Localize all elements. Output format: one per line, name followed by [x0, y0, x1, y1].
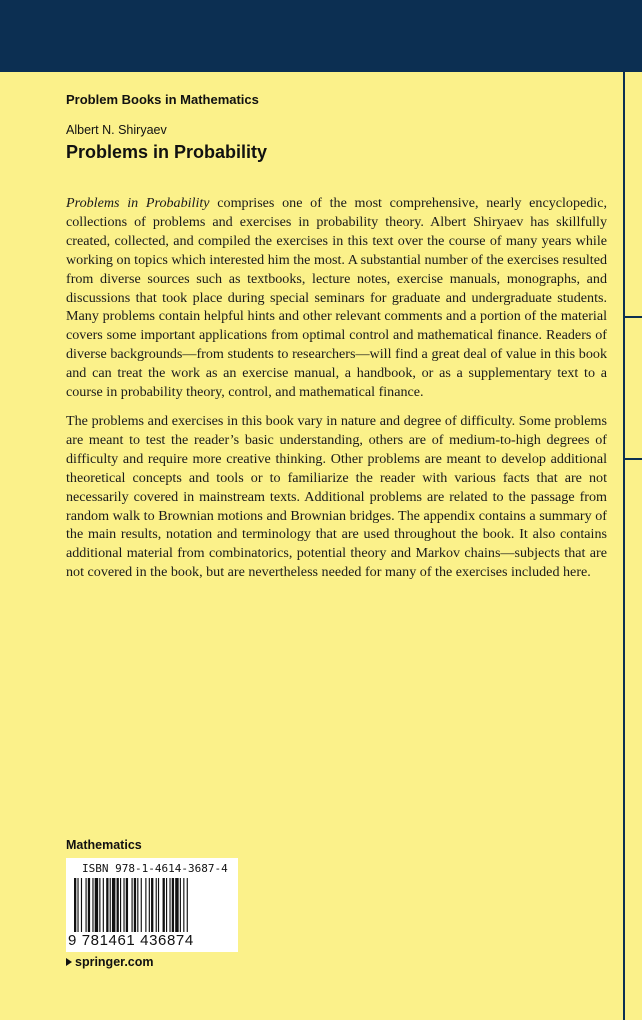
description-paragraph-1	[66, 194, 607, 402]
top-color-band	[0, 0, 642, 72]
isbn-number: ISBN 978-1-4614-3687-4	[82, 862, 228, 875]
author-name: Albert N. Shiryaev	[66, 123, 167, 137]
subject-label: Mathematics	[66, 838, 142, 852]
right-edge-rule	[623, 72, 625, 1020]
isbn-barcode	[66, 858, 238, 952]
right-edge-tick	[623, 316, 642, 318]
title-italic: Problems in Probability	[66, 195, 210, 211]
barcode-bars-icon	[74, 878, 230, 932]
publisher-url: springer.com	[75, 955, 154, 969]
book-title: Problems in Probability	[66, 142, 268, 162]
right-edge-tick	[623, 458, 642, 460]
barcode-digits: 9 781461 436874	[68, 932, 194, 949]
publisher-link[interactable]	[66, 955, 154, 969]
series-name: Problem Books in Mathematics	[66, 92, 259, 107]
paragraph-1-text: comprises one of the most comprehensive, nearly encyclopedic, collections of problems and exercises in probability theory. Albert Shiryaev has skillfully created, collected, and compiled the exercises in this text over the course of many years while working on topics which interested him the most. A substantial number of the exercises resulted from diverse sources such as textbooks, lecture notes, exercise manuals, monographs, and discussions that took place during special seminars for graduate and undergraduate students. Many problems contain helpful hints and other relevant comments and a portion of the material covers some important applications from optimal control and mathematical finance. Readers of diverse backgrounds—from students to researchers—will find a great deal of value in this book and can treat the work as an exercise manual, a handbook, or as a supplementary text to a course in probability theory, control, and mathematical finance.	[66, 195, 608, 401]
description-paragraph-2: The problems and exercises in this book vary in nature and degree of difficulty. Some problems are meant to test the reader’s basic understanding, others are of medium-to-high degrees of difficulty and require more creative thinking. Other problems are meant to develop additional theoretical concepts and tools or to familiarize the reader with various facts that are not necessarily covered in mainstream texts. Additional problems are related to the passage from random walk to Brownian motions and Brownian bridges. The appendix contains a summary of the main results, notation and terminology that are used throughout the book. It also contains additional material from combinatorics, potential theory and Markov chains—subjects that are not covered in the book, but are nevertheless needed for many of the exercises included here.	[66, 412, 607, 581]
arrow-right-icon	[66, 958, 72, 966]
description	[66, 194, 607, 592]
